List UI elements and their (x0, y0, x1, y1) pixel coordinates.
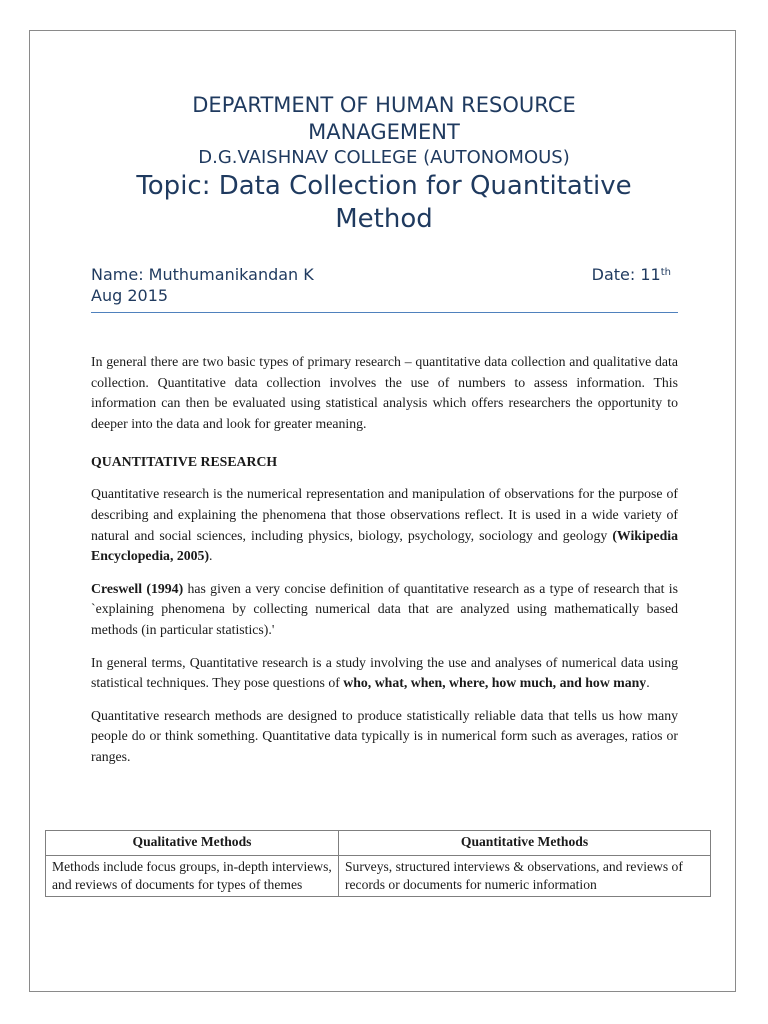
header-qualitative: Qualitative Methods (46, 831, 339, 856)
title-block (88, 92, 680, 236)
date-prefix: Date: 11 (591, 265, 661, 284)
paragraph-general-terms-text: In general terms, Quantitative research is a study involving the use and analyses of numerical data using statistical techniques. They pose questions of (91, 654, 678, 691)
department-line-2: MANAGEMENT (308, 120, 460, 144)
paragraph-methods: Quantitative research methods are designed to produce statistically reliable data that tells us how many people do or think something. Quantitative data typically is in numerical form such as averages, ratios or ranges. (91, 707, 678, 764)
topic-line-1: Topic: Data Collection for Quantitative (136, 171, 632, 201)
cell-qualitative: Methods include focus groups, in-depth interviews, and reviews of documents for types of themes (46, 856, 339, 897)
section-heading: QUANTITATIVE RESEARCH (91, 454, 278, 470)
paragraph-general-terms-end: . (646, 675, 650, 691)
document-body (91, 352, 678, 780)
author-name: Name: Muthumanikandan K (91, 265, 314, 284)
header-divider (91, 312, 678, 313)
paragraph-definition (91, 484, 678, 566)
question-words: who, what, when, where, how much, and how many (343, 675, 647, 691)
department-line-1: DEPARTMENT OF HUMAN RESOURCE (192, 93, 576, 117)
paragraph-creswell-text: has given a very concise definition of quantitative research as a type of research that is `explaining phenomena by collecting numerical data that are analyzed using mathematically based methods (in particular statistics).' (91, 580, 678, 637)
table-row (46, 856, 711, 897)
paragraph-general-terms (91, 653, 678, 694)
topic-title (88, 170, 680, 236)
paragraph-definition-end: . (209, 548, 213, 564)
date-ordinal: th (660, 267, 671, 278)
author-date-block (91, 264, 679, 306)
date-label (592, 264, 679, 285)
date-continuation: Aug 2015 (91, 286, 169, 305)
intro-paragraph: In general there are two basic types of primary research – quantitative data collection and qualitative data collection. Quantitative data collection involves the use of numbers to assess information. This information can then be evaluated using statistical analysis which offers researchers the opportunity to deeper into the data and look for greater meaning. (91, 354, 678, 431)
citation-creswell: Creswell (1994) (91, 580, 184, 596)
paragraph-creswell (91, 579, 678, 641)
paragraph-definition-text: Quantitative research is the numerical representation and manipulation of observations for the purpose of describing and explaining the phenomena that those observations reflect. It is used in a wide variety of natural and social sciences, including physics, biology, psychology, sociology and geology (91, 486, 678, 543)
table-header-row (46, 831, 711, 856)
header-quantitative: Quantitative Methods (339, 831, 711, 856)
citation-wikipedia: (Wikipedia Encyclopedia, 2005) (91, 527, 678, 564)
college-name: D.G.VAISHNAV COLLEGE (AUTONOMOUS) (198, 147, 570, 168)
department-title (88, 92, 680, 146)
methods-comparison-table (45, 830, 711, 897)
cell-quantitative: Surveys, structured interviews & observations, and reviews of records or documents for numeric information (339, 856, 711, 897)
topic-line-2: Method (335, 204, 433, 234)
